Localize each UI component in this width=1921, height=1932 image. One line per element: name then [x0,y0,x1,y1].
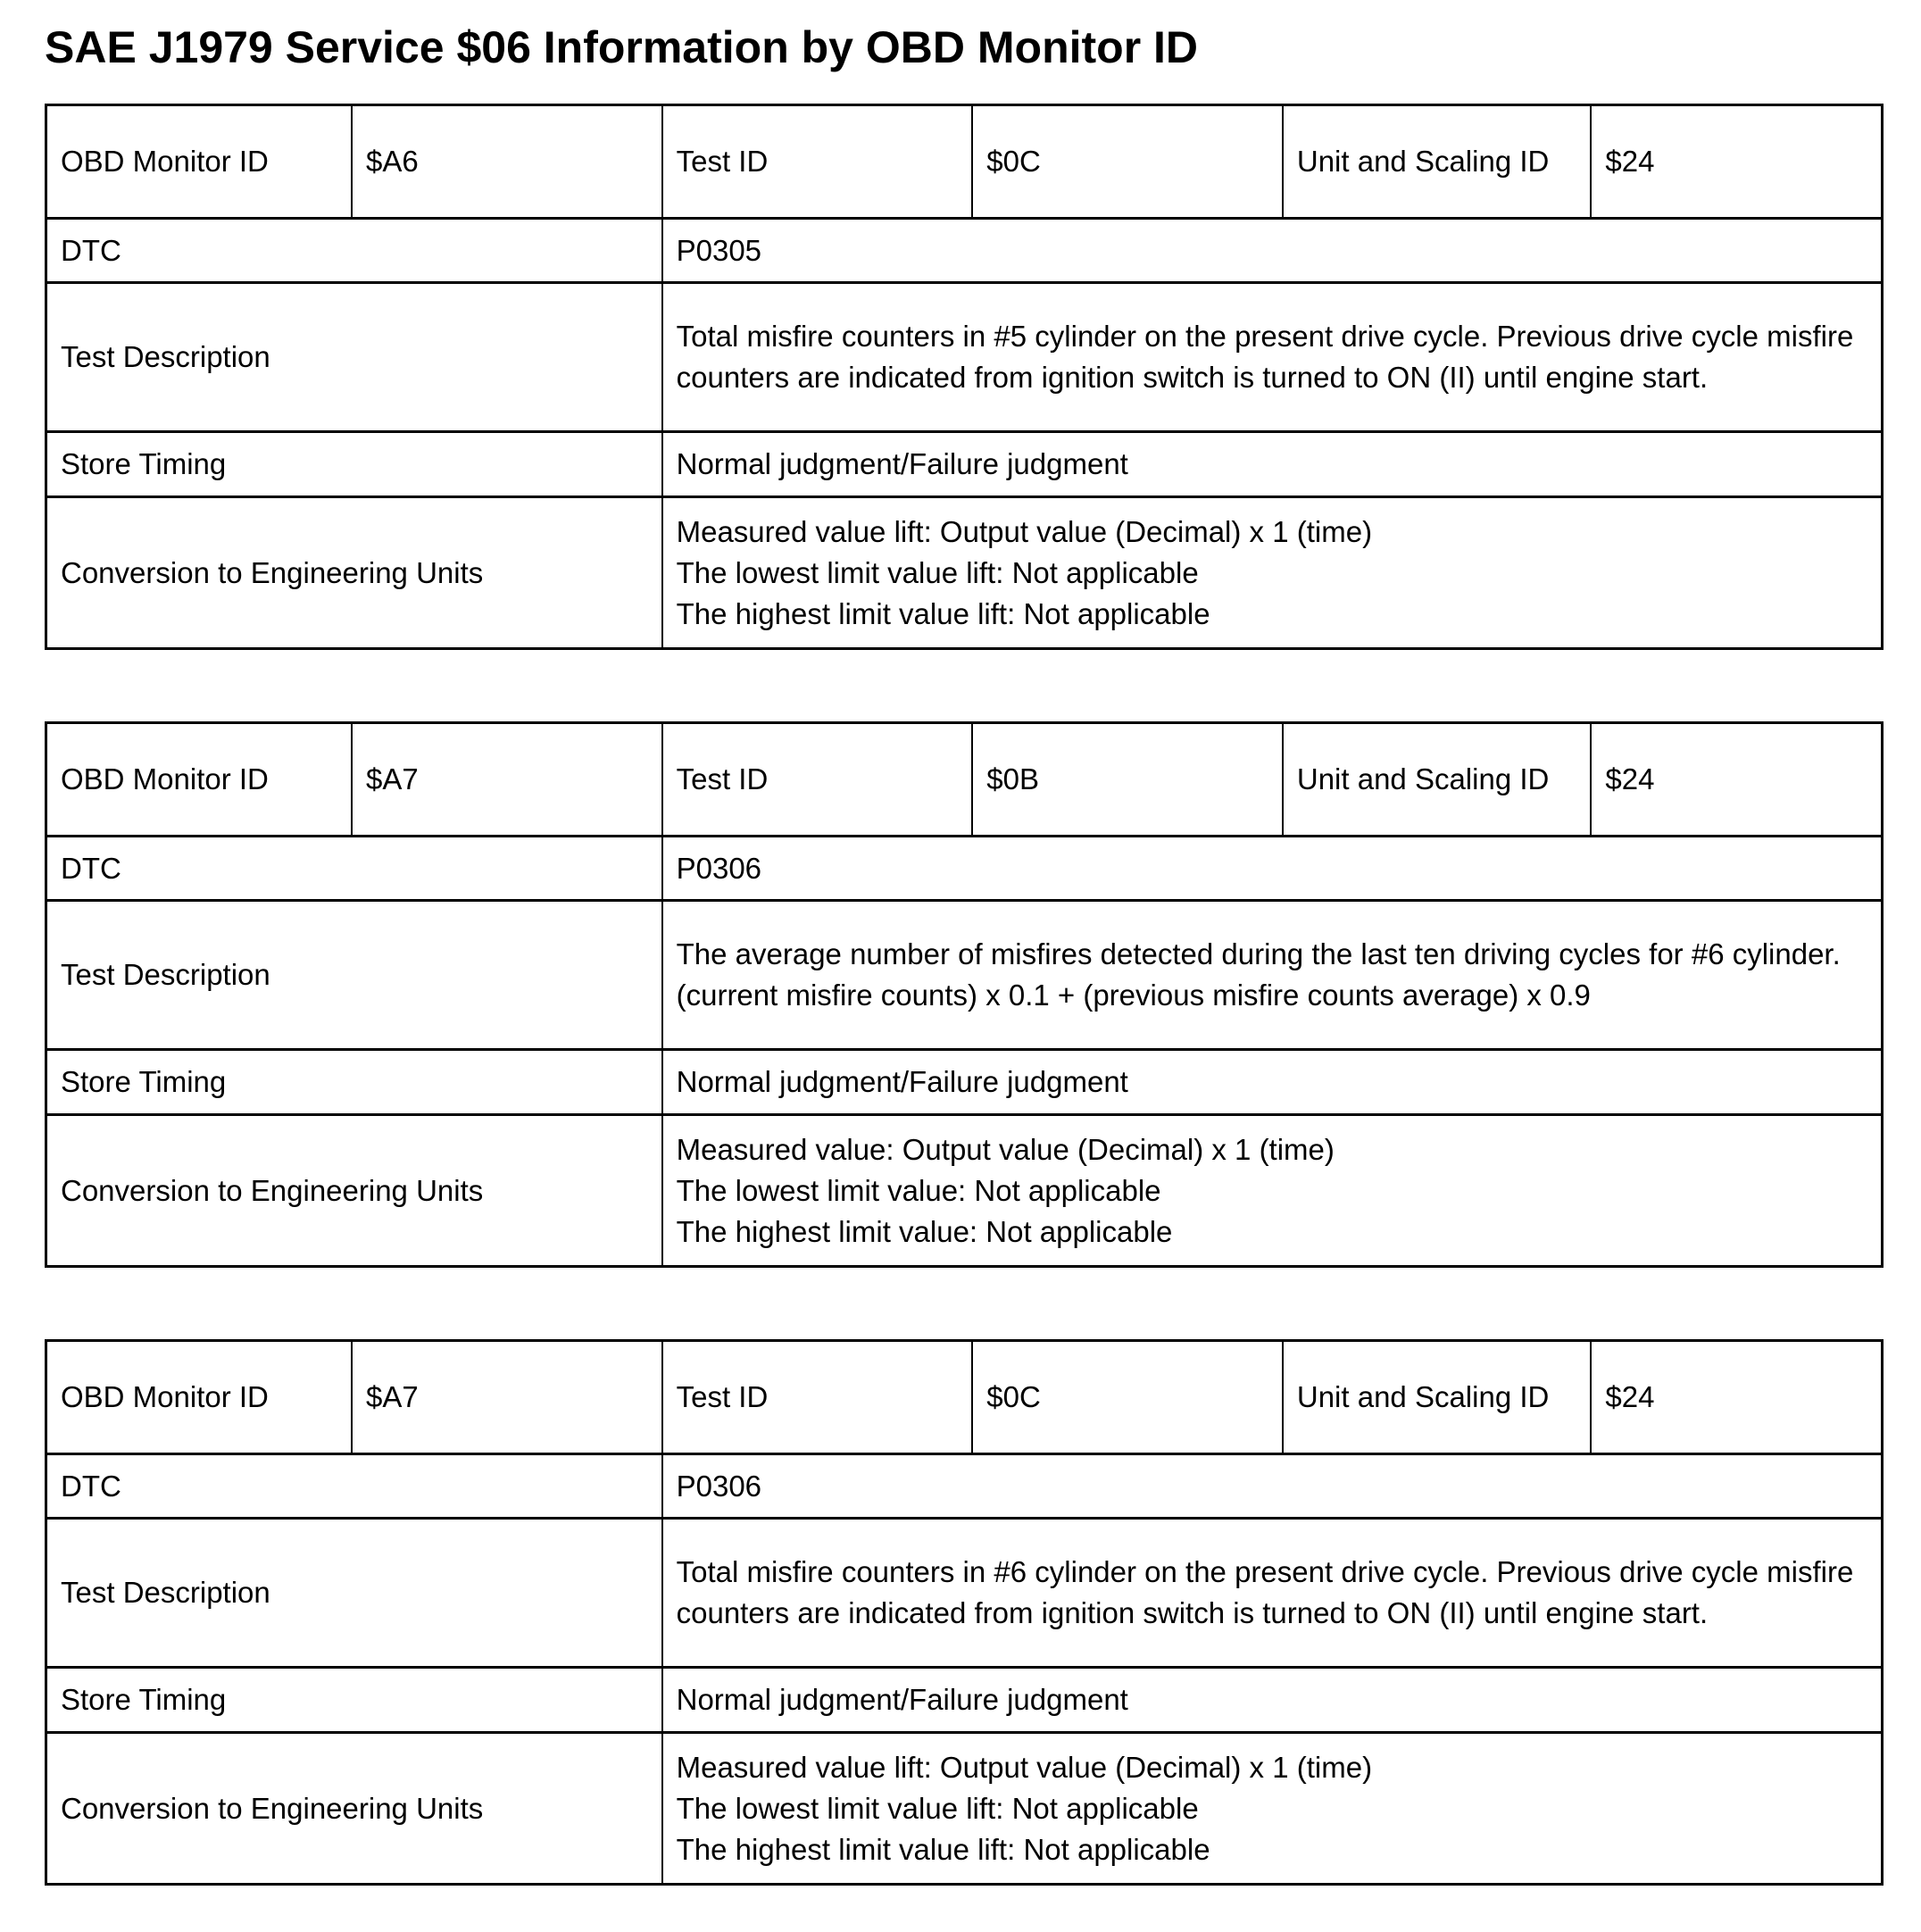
obd-monitor-id-value: $A7 [352,1341,662,1454]
test-description-label: Test Description [46,283,662,432]
conversion-value [662,1733,1883,1885]
unit-scaling-id-label: Unit and Scaling ID [1283,1341,1592,1454]
dtc-label: DTC [46,837,662,901]
table-row [46,1115,1883,1267]
dtc-value: P0306 [662,837,1883,901]
conversion-line: Measured value lift: Output value (Decimal) x 1 (time) [676,1750,1373,1784]
dtc-value: P0305 [662,219,1883,283]
test-description-label: Test Description [46,1519,662,1668]
obd-monitor-id-label: OBD Monitor ID [46,723,352,837]
table-row [46,1519,1883,1668]
table-row [46,901,1883,1050]
table-row [46,219,1883,283]
conversion-line: Measured value: Output value (Decimal) x 1 (time) [676,1132,1335,1166]
test-description-line: Total misfire counters in #6 cylinder on the present drive cycle. Previous drive cycle misfire counters are indicated from ignition switch is turned to ON (II) until engine start. [676,1555,1854,1629]
test-description-label: Test Description [46,901,662,1050]
test-description-line: Total misfire counters in #5 cylinder on the present drive cycle. Previous drive cycle misfire counters are indicated from ignition switch is turned to ON (II) until engine start. [676,320,1854,394]
obd-table-a7-0b [45,721,1884,1268]
unit-scaling-id-value: $24 [1591,723,1882,837]
obd-monitor-id-label: OBD Monitor ID [46,105,352,219]
table-row [46,1454,1883,1519]
page-title: SAE J1979 Service $06 Information by OBD Monitor ID [45,22,1199,72]
table-row [46,283,1883,432]
store-timing-label: Store Timing [46,1668,662,1733]
test-description-value [662,1519,1883,1668]
unit-scaling-id-value: $24 [1591,1341,1882,1454]
unit-scaling-id-label: Unit and Scaling ID [1283,105,1592,219]
table-row [46,1668,1883,1733]
store-timing-label: Store Timing [46,1050,662,1115]
conversion-line: The highest limit value: Not applicable [676,1214,1173,1248]
conversion-line: The lowest limit value: Not applicable [676,1173,1161,1207]
conversion-value [662,1115,1883,1267]
obd-monitor-id-label: OBD Monitor ID [46,1341,352,1454]
test-description-value [662,901,1883,1050]
store-timing-value: Normal judgment/Failure judgment [662,432,1883,497]
conversion-line: The highest limit value lift: Not applicable [676,1832,1210,1866]
conversion-line: The lowest limit value lift: Not applicable [676,1791,1199,1825]
test-description-line: The average number of misfires detected during the last ten driving cycles for #6 cylinder. [676,937,1841,970]
store-timing-label: Store Timing [46,432,662,497]
obd-monitor-id-value: $A6 [352,105,662,219]
conversion-line: The highest limit value lift: Not applicable [676,596,1210,630]
dtc-label: DTC [46,1454,662,1519]
table-row [46,105,1883,219]
table-row [46,1733,1883,1885]
conversion-value [662,497,1883,649]
test-id-label: Test ID [662,1341,973,1454]
conversion-line: The lowest limit value lift: Not applicable [676,555,1199,589]
store-timing-value: Normal judgment/Failure judgment [662,1668,1883,1733]
table-row [46,1341,1883,1454]
table-row [46,1050,1883,1115]
test-description-value [662,283,1883,432]
conversion-line: Measured value lift: Output value (Decimal) x 1 (time) [676,514,1373,548]
table-row [46,497,1883,649]
conversion-label: Conversion to Engineering Units [46,1115,662,1267]
test-id-label: Test ID [662,105,973,219]
unit-scaling-id-value: $24 [1591,105,1882,219]
dtc-value: P0306 [662,1454,1883,1519]
obd-table-a7-0c [45,1339,1884,1886]
test-id-label: Test ID [662,723,973,837]
test-id-value: $0B [972,723,1283,837]
conversion-label: Conversion to Engineering Units [46,1733,662,1885]
table-row [46,723,1883,837]
table-row [46,432,1883,497]
test-id-value: $0C [972,1341,1283,1454]
obd-table-a6-0c [45,104,1884,650]
dtc-label: DTC [46,219,662,283]
store-timing-value: Normal judgment/Failure judgment [662,1050,1883,1115]
test-id-value: $0C [972,105,1283,219]
obd-monitor-id-value: $A7 [352,723,662,837]
conversion-label: Conversion to Engineering Units [46,497,662,649]
test-description-line: (current misfire counts) x 0.1 + (previous misfire counts average) x 0.9 [676,978,1591,1012]
table-row [46,837,1883,901]
unit-scaling-id-label: Unit and Scaling ID [1283,723,1592,837]
